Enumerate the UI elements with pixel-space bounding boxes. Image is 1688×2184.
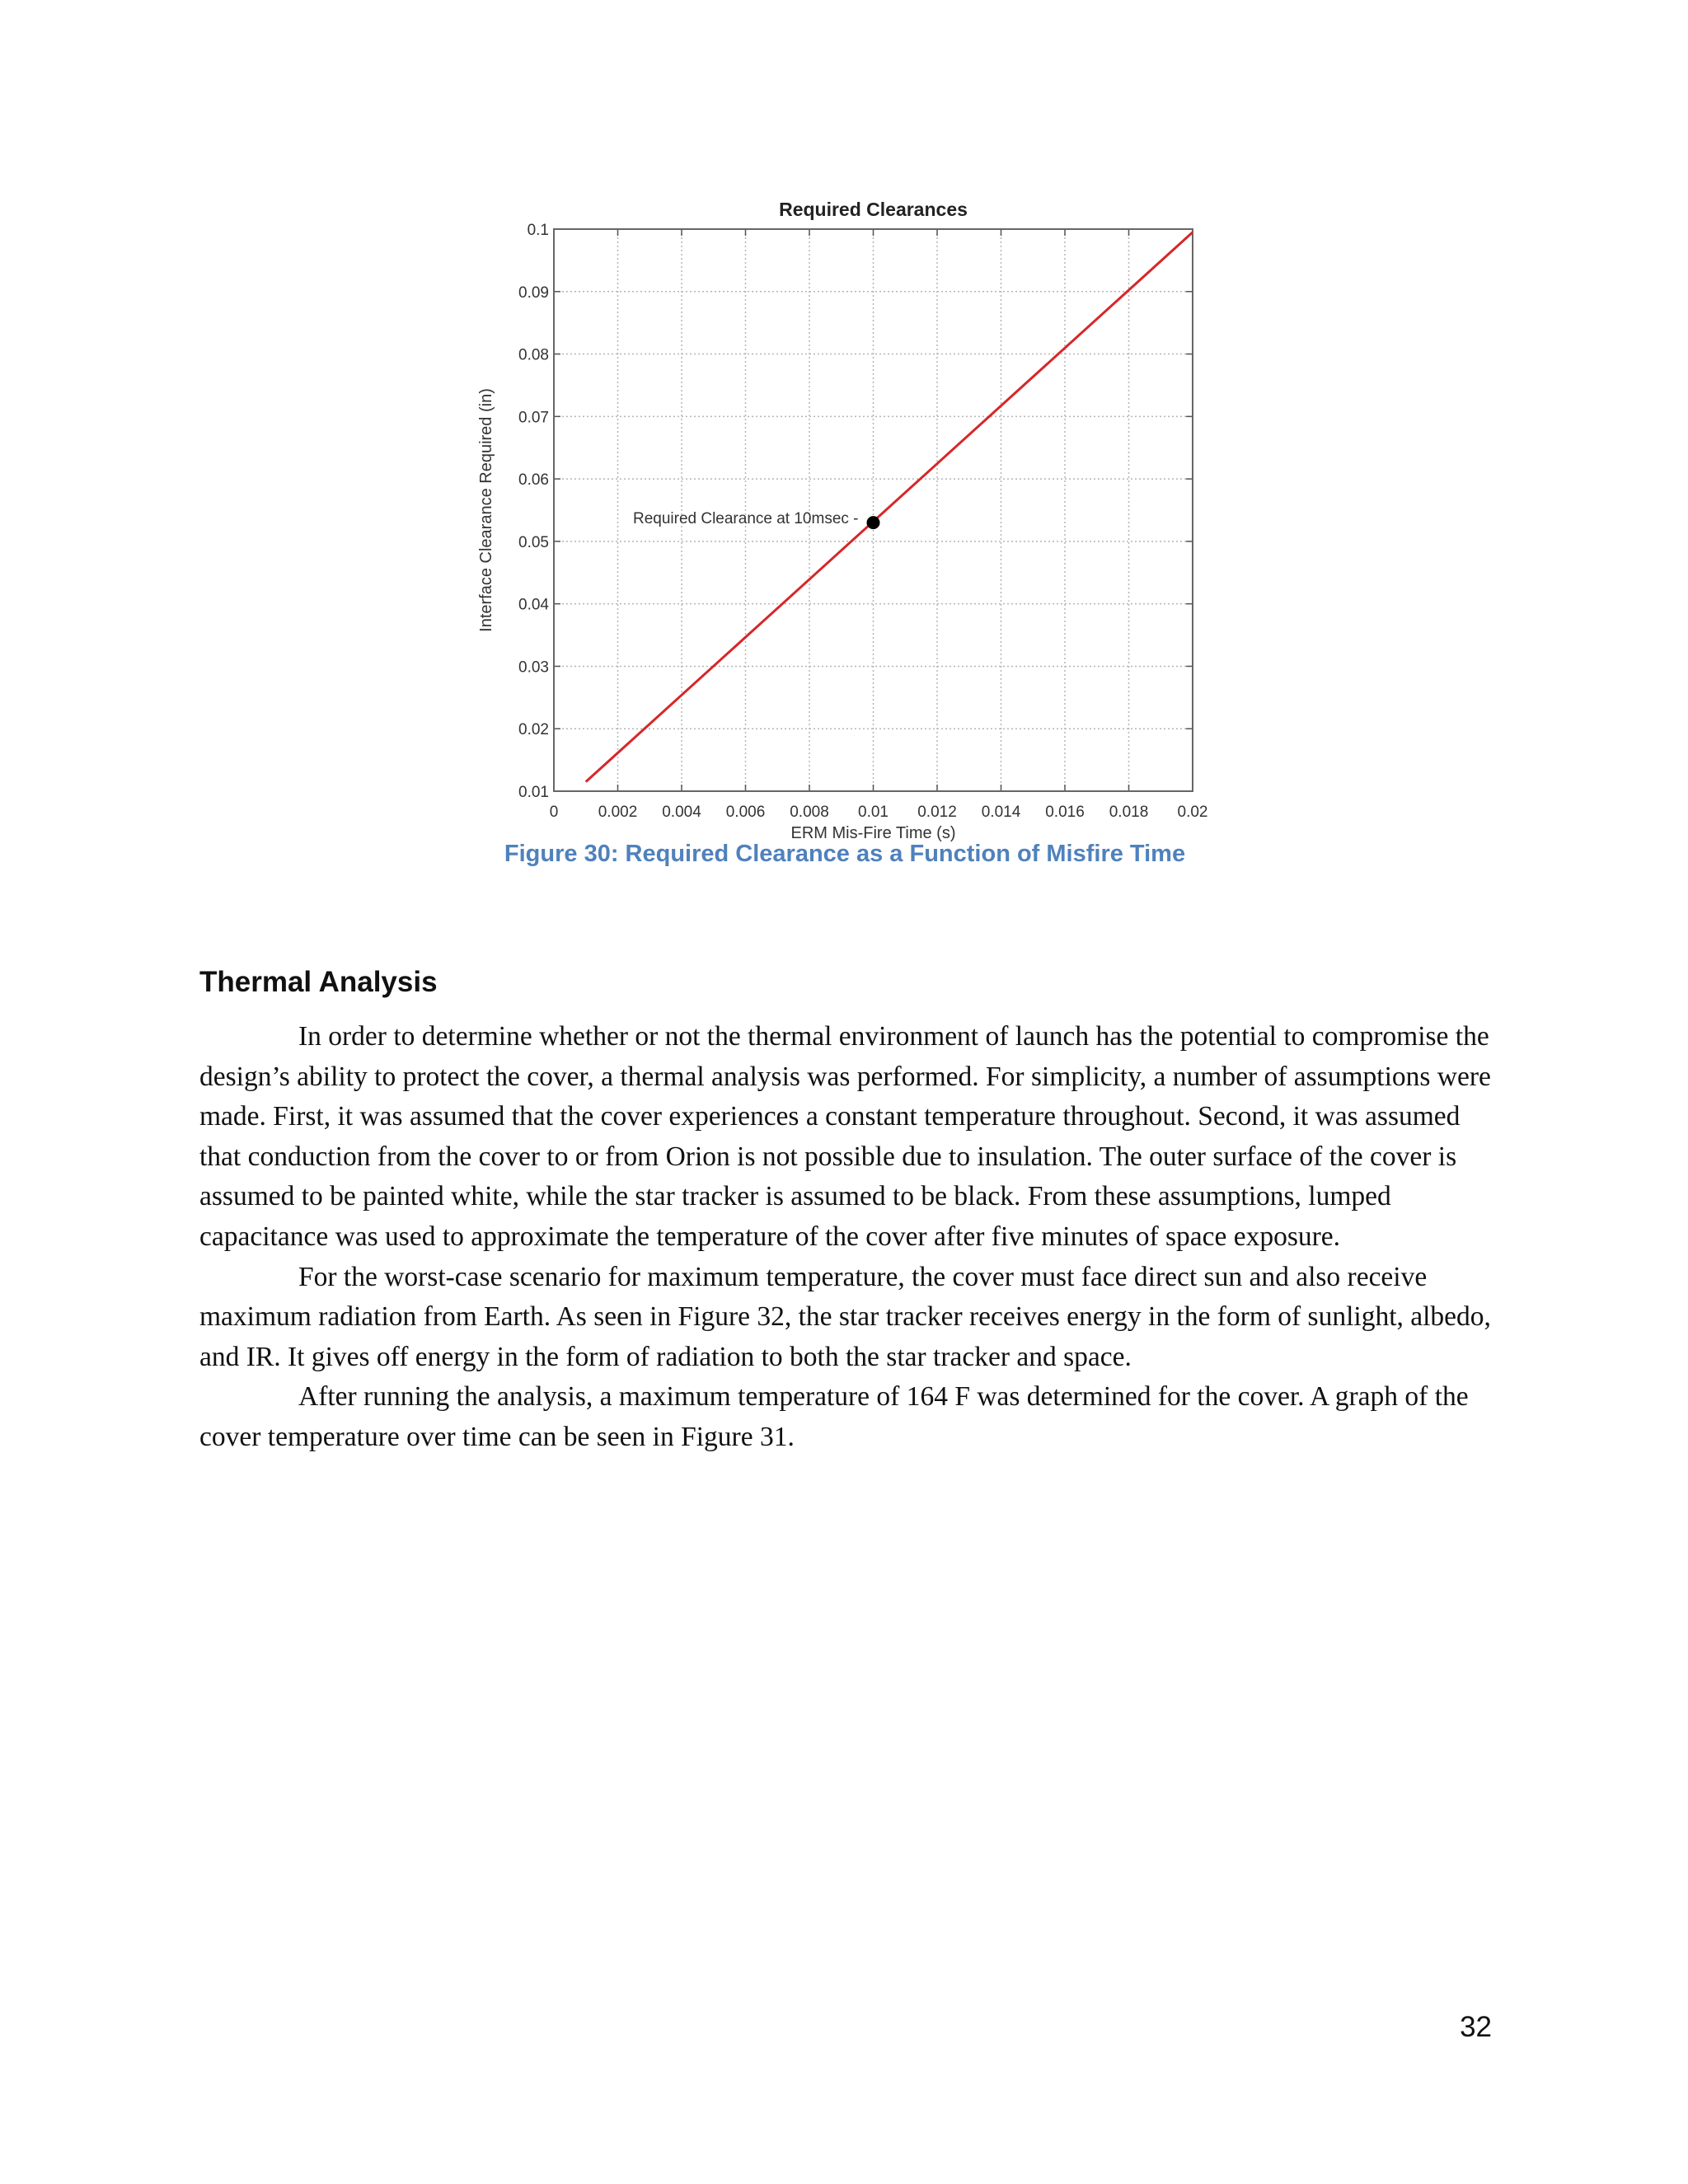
y-tick-label: 0.05 xyxy=(518,533,549,551)
x-tick-label: 0.018 xyxy=(1109,804,1149,821)
x-tick-label: 0.004 xyxy=(662,804,701,821)
x-tick-label: 0.008 xyxy=(790,804,829,821)
x-tick-label: 0.002 xyxy=(598,804,638,821)
chart-title: Required Clearances xyxy=(779,199,968,220)
y-tick-label: 0.06 xyxy=(518,471,549,490)
paragraph: For the worst-case scenario for maximum temperature, the cover must face direct sun and also receive maximum radiation from Earth. As seen in Figure 32, the star tracker receives energy in the form of sunlight, albedo, and IR. It gives off energy in the form of radiation to both the star tracker and space. xyxy=(199,1261,1491,1372)
x-tick-label: 0.01 xyxy=(858,804,889,821)
y-tick-label: 0.04 xyxy=(518,596,549,614)
required-clearances-figure xyxy=(474,190,1216,842)
y-tick-label: 0.1 xyxy=(527,222,549,239)
x-tick-label: 0 xyxy=(549,804,559,821)
y-tick-label: 0.01 xyxy=(518,784,549,801)
y-tick-label: 0.03 xyxy=(518,658,549,677)
y-tick-label: 0.08 xyxy=(518,346,549,364)
paragraph: In order to determine whether or not the thermal environment of launch has the potential to compromise the design’s ability to protect the cover, a thermal analysis was performed. For simplicity, a number of assumptions were made. First, it was assumed that the cover experiences a constant temperature throughout. Second, it was assumed that conduction from the cover to or from Orion is not possible due to insulation. The outer surface of the cover is assumed to be painted white, while the star tracker is assumed to be black. From these assumptions, lumped capacitance was used to approximate the temperature of the cover after five minutes of space exposure. xyxy=(199,1021,1491,1252)
figure-caption: Figure 30: Required Clearance as a Function of Misfire Time xyxy=(504,841,1186,867)
y-tick-label: 0.09 xyxy=(518,284,549,302)
y-axis-label: Interface Clearance Required (in) xyxy=(477,388,495,632)
page-number: 32 xyxy=(1460,2011,1492,2043)
y-tick-label: 0.07 xyxy=(518,409,549,427)
highlight-point xyxy=(867,516,880,529)
x-tick-label: 0.006 xyxy=(725,804,766,821)
y-tick-label: 0.02 xyxy=(518,721,549,739)
body-text xyxy=(199,1017,1492,1458)
x-axis-label: ERM Mis-Fire Time (s) xyxy=(790,824,956,842)
annotation-label: Required Clearance at 10msec - xyxy=(632,510,859,528)
x-tick-label: 0.016 xyxy=(1045,804,1085,821)
x-tick-label: 0.012 xyxy=(917,804,957,821)
x-tick-label: 0.014 xyxy=(981,804,1021,821)
paragraph: After running the analysis, a maximum temperature of 164 F was determined for the cover. A graph of the cover temperature over time can be seen in Figure 31. xyxy=(199,1381,1469,1452)
section-heading: Thermal Analysis xyxy=(199,966,438,998)
x-tick-label: 0.02 xyxy=(1177,804,1208,821)
required-clearances-chart xyxy=(474,190,1216,842)
